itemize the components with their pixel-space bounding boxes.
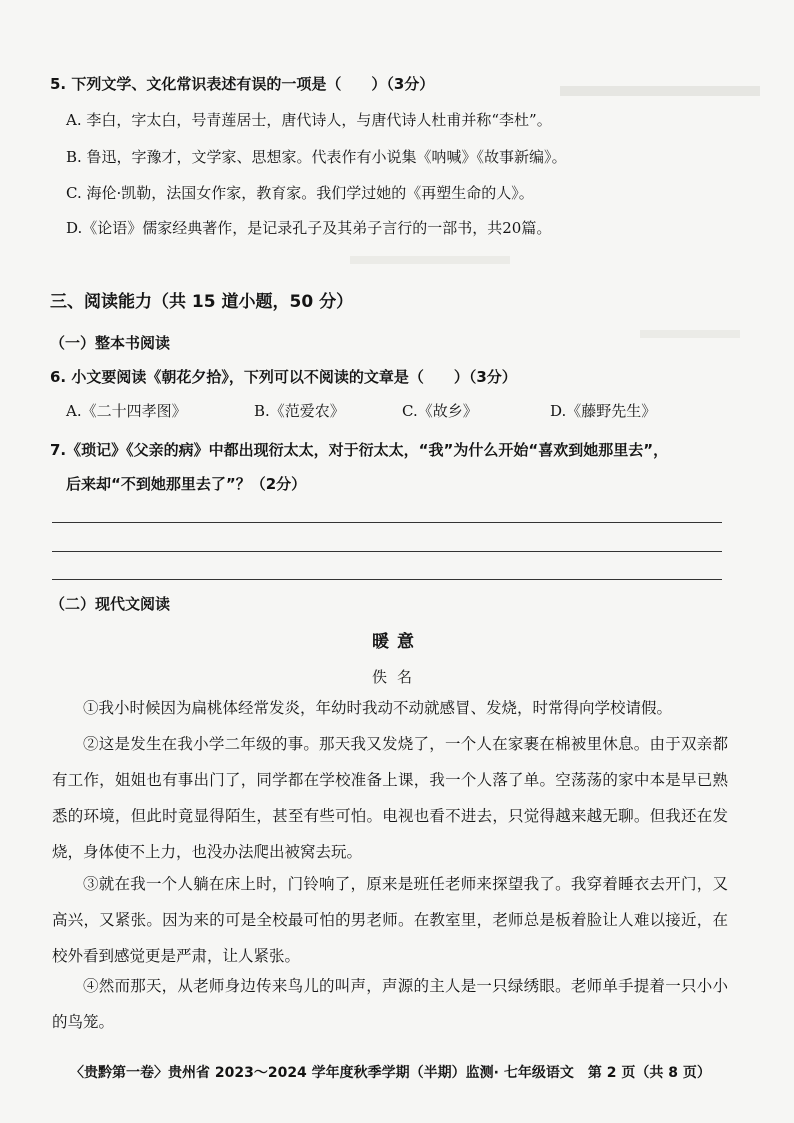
- q7-line-1: 7.《琐记》《父亲的病》中都出现衍太太，对于衍太太，“我”为什么开始“喜欢到她那里去”，: [50, 441, 669, 459]
- q6-option-d: D.《藤野先生》: [550, 402, 657, 420]
- bleed-through-mark: [350, 256, 510, 264]
- answer-line: [52, 579, 722, 580]
- q6-stem: 6. 小文要阅读《朝花夕拾》，下列可以不阅读的文章是（ ）（3分）: [50, 368, 517, 386]
- q5-option-a: A. 李白，字太白，号青莲居士，唐代诗人，与唐代诗人杜甫并称“李杜”。: [66, 111, 552, 129]
- q5-option-b: B. 鲁迅，字豫才，文学家、思想家。代表作有小说集《呐喊》《故事新编》。: [66, 148, 567, 166]
- q5-stem: 5. 下列文学、文化常识表述有误的一项是（ ）（3分）: [50, 75, 435, 93]
- article-paragraph-3: ③就在我一个人躺在床上时，门铃响了，原来是班任老师来探望我了。我穿着睡衣去开门，又高兴，又紧张。因为来的可是全校最可怕的男老师。在教室里，老师总是板着脸让人难以接近，在校外看到感觉更是严肃，让人紧张。: [52, 875, 728, 965]
- article-paragraph-2: ②这是发生在我小学二年级的事。那天我又发烧了，一个人在家裹在棉被里休息。由于双亲都有工作，姐姐也有事出门了，同学都在学校准备上课，我一个人落了单。空荡荡的家中本是早已熟悉的环境，但此时竟显得陌生，甚至有些可怕。电视也看不进去，只觉得越来越无聊。但我还在发烧，身体使不上力，也没办法爬出被窝去玩。: [52, 735, 728, 861]
- article-author: 佚名: [371, 668, 422, 686]
- part1-title: （一）整本书阅读: [50, 334, 171, 352]
- q7-line-2: 后来却“不到她那里去了”？（2分）: [66, 475, 307, 493]
- q5-option-c: C. 海伦·凯勒，法国女作家，教育家。我们学过她的《再塑生命的人》。: [66, 184, 534, 202]
- part2-title: （二）现代文阅读: [50, 595, 171, 613]
- bleed-through-mark: [560, 86, 760, 96]
- page-footer: 〈贵黔第一卷〉贵州省 2023～2024 学年度秋季学期（半期）监测· 七年级语文 第 2 页（共 8 页）: [70, 1065, 711, 1081]
- article-paragraph-1: ①我小时候因为扁桃体经常发炎，年幼时我动不动就感冒、发烧，时常得向学校请假。: [83, 699, 673, 717]
- q6-options: [66, 400, 706, 422]
- q6-option-c: C.《故乡》: [402, 402, 478, 420]
- q5-option-d: D.《论语》儒家经典著作，是记录孔子及其弟子言行的一部书，共20篇。: [66, 219, 552, 237]
- answer-line: [52, 551, 722, 552]
- article-title: 暖意: [372, 632, 422, 652]
- article-paragraph-4: ④然而那天，从老师身边传来鸟儿的叫声，声源的主人是一只绿绣眼。老师单手提着一只小小的鸟笼。: [52, 977, 728, 1031]
- section-title: 三、阅读能力（共 15 道小题，50 分）: [50, 292, 354, 312]
- bleed-through-mark: [640, 330, 740, 338]
- answer-line: [52, 522, 722, 523]
- q6-option-a: A.《二十四孝图》: [66, 402, 187, 420]
- q6-option-b: B.《范爱农》: [254, 402, 345, 420]
